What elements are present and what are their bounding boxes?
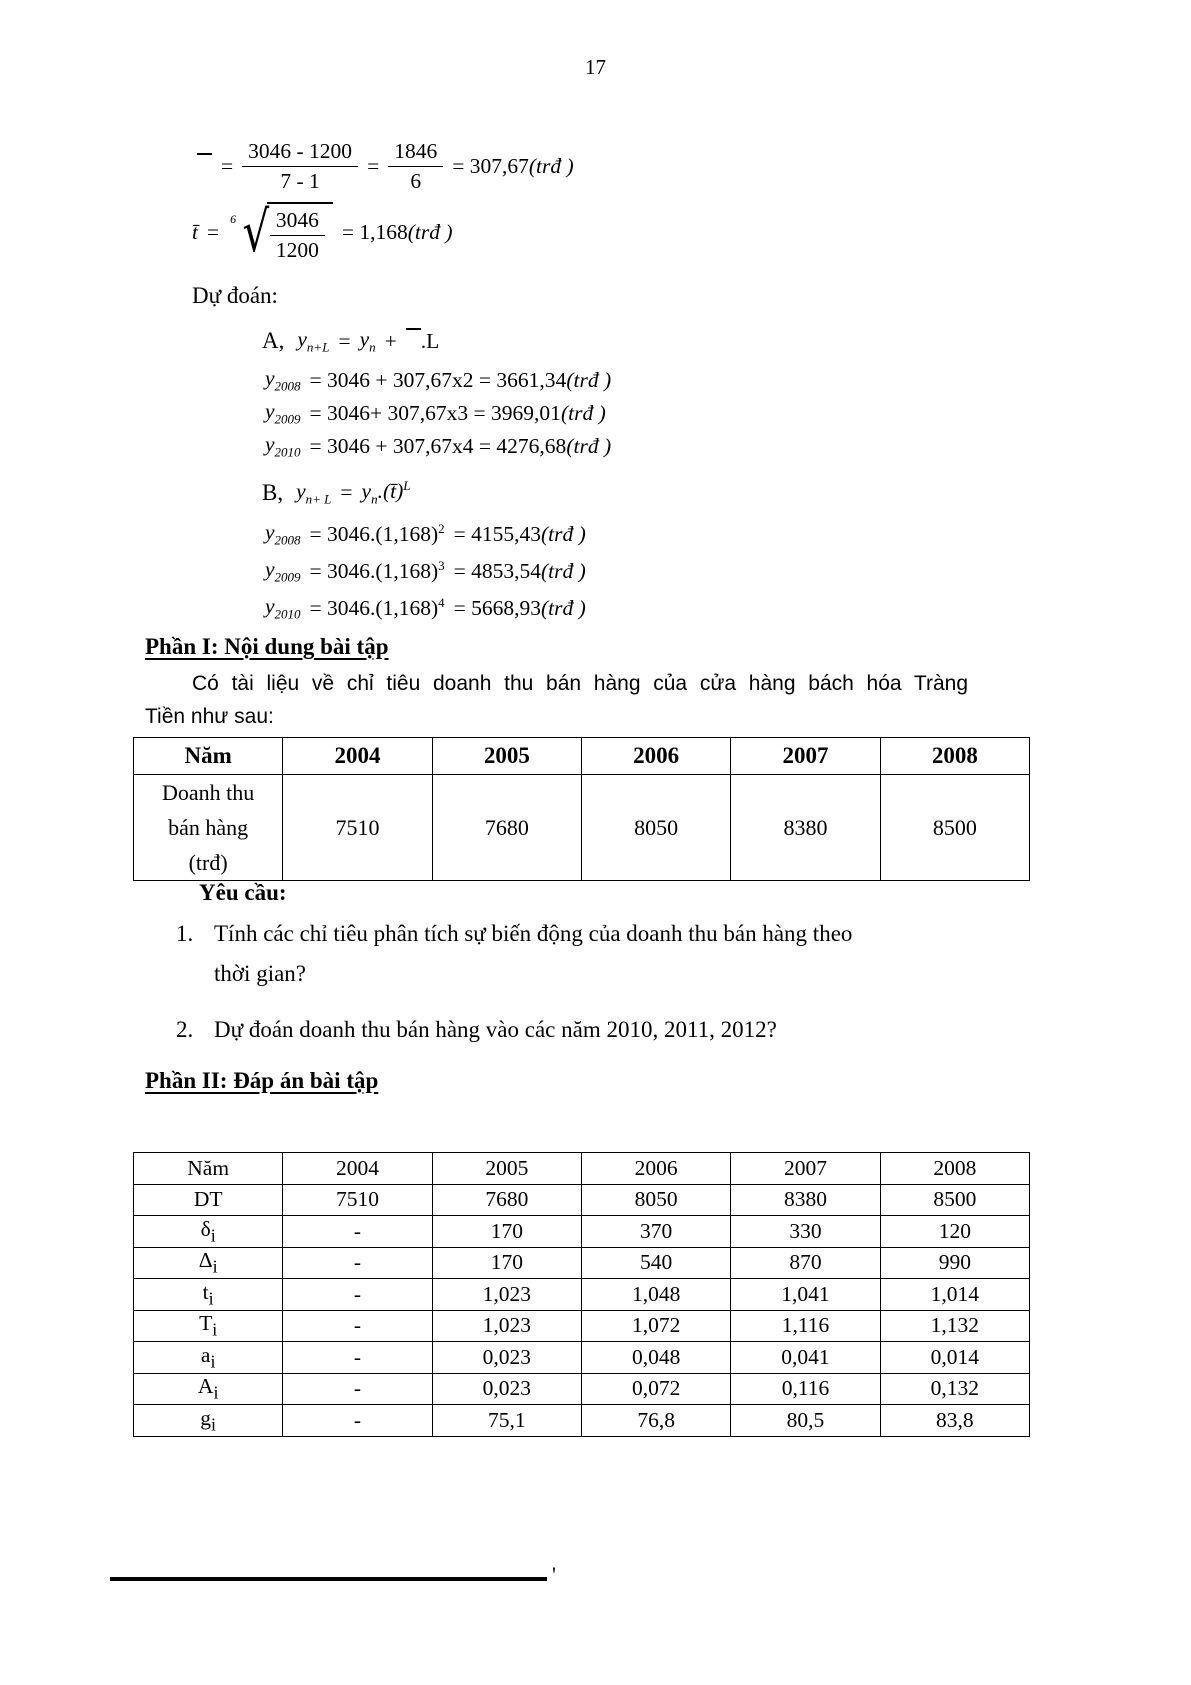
value-cell: 2007 — [731, 1153, 880, 1185]
radical — [228, 199, 333, 265]
prediction-label: Dự đoán: — [192, 283, 278, 308]
variable-base: y — [359, 327, 370, 351]
y-n-plus-l — [297, 327, 329, 355]
item-number: 2. — [176, 1017, 194, 1042]
answers-table-body — [134, 1153, 1030, 1437]
forecast-additive-2008 — [265, 366, 611, 394]
table-row — [134, 1310, 1030, 1342]
formula-average-increase — [197, 138, 574, 195]
variable-sub: n — [371, 491, 378, 507]
row-label-line: (trđ) — [188, 850, 228, 875]
y-2009 — [265, 557, 301, 585]
value-cell: 330 — [731, 1216, 880, 1248]
row-label-cell: $a_i$ — [134, 1342, 283, 1374]
value-cell: - — [283, 1342, 432, 1374]
y-2010 — [265, 594, 301, 622]
row-label-cell: $t_i$ — [134, 1279, 283, 1311]
value-cell: 0,132 — [880, 1373, 1029, 1405]
variable-base: y — [265, 557, 275, 581]
model-a-label: A, — [262, 328, 285, 354]
value-cell: 1,072 — [581, 1310, 730, 1342]
t-bar-factor: .(t̄) — [377, 479, 404, 504]
footer-mark: ' — [552, 1562, 556, 1587]
row-label-cell: $g_i$ — [134, 1405, 283, 1437]
expression — [310, 521, 445, 547]
item-text-line: thời gian? — [214, 961, 306, 986]
variable-sub: n+L — [306, 339, 330, 355]
value-cell: 75,1 — [432, 1405, 581, 1437]
forecast-multiplicative-2008 — [265, 520, 586, 548]
value-cell: 990 — [880, 1247, 1029, 1279]
variable-sub: 2010 — [274, 444, 301, 460]
equals-sign: = — [367, 153, 380, 178]
value-cell: - — [283, 1279, 432, 1311]
table-row — [134, 1342, 1030, 1374]
formula-average-rate — [192, 199, 453, 265]
value-cell: 7510 — [283, 1184, 432, 1216]
equals-sign: = — [340, 480, 353, 505]
requirement-item-2 — [176, 1010, 777, 1050]
item-text-line: Tính các chỉ tiêu phân tích sự biến động của doanh thu bán hàng theo — [214, 921, 853, 946]
variable-base: y — [265, 594, 275, 618]
y-2008 — [265, 366, 301, 394]
variable-sub: 2008 — [274, 532, 301, 548]
value-cell: 120 — [880, 1216, 1029, 1248]
radicand — [267, 202, 333, 264]
result-value: = 1,168 — [341, 220, 408, 245]
value-cell: - — [283, 1405, 432, 1437]
unit-label: (trđ ) — [528, 153, 574, 178]
item-text — [214, 1010, 777, 1050]
value-cell: - — [283, 1216, 432, 1248]
header-cell: 2004 — [283, 738, 432, 775]
numerator: 1846 — [388, 138, 443, 167]
value-cell: 1,014 — [880, 1279, 1029, 1311]
value-cell: - — [283, 1247, 432, 1279]
denominator: 1200 — [275, 237, 319, 262]
part2-heading: Phần II: Đáp án bài tập — [145, 1068, 379, 1093]
y-n — [360, 327, 376, 355]
value-cell: 0,014 — [880, 1342, 1029, 1374]
forecast-multiplicative-2010 — [265, 594, 586, 622]
unit-label: (trđ ) — [541, 521, 586, 546]
exponent: 3 — [438, 558, 445, 574]
y-2010 — [265, 432, 301, 460]
value-cell: 7680 — [432, 775, 581, 881]
value-cell: 1,116 — [731, 1310, 880, 1342]
value-cell: 0,041 — [731, 1342, 880, 1374]
radical-sign: √ — [242, 199, 270, 265]
variable-sub: 2009 — [274, 411, 301, 427]
value-cell: 540 — [581, 1247, 730, 1279]
t-bar-variable: t̄ — [192, 220, 198, 245]
value-cell: 1,048 — [581, 1279, 730, 1311]
fraction — [242, 138, 358, 195]
forecast-additive-2010 — [265, 432, 611, 460]
value-cell: 83,8 — [880, 1405, 1029, 1437]
header-cell: 2006 — [581, 738, 730, 775]
base-expression: = 3046.(1,168) — [309, 559, 439, 584]
header-cell: 2008 — [880, 738, 1029, 775]
y-n-plus-l — [296, 479, 331, 507]
value-cell: 2005 — [432, 1153, 581, 1185]
variable-sub: n+ L — [305, 490, 332, 506]
variable-base: y — [265, 520, 275, 544]
unit-label: (trđ ) — [560, 400, 606, 425]
value-cell: 2008 — [880, 1153, 1029, 1185]
table-row — [134, 1279, 1030, 1311]
variable-sub: 2010 — [274, 606, 301, 622]
value-cell: 2006 — [581, 1153, 730, 1185]
variable-sub: 2009 — [274, 569, 301, 585]
formula-multiplicative-model — [262, 478, 411, 507]
value-cell: 8380 — [731, 775, 880, 881]
value-cell: 7680 — [432, 1184, 581, 1216]
value-cell: 0,023 — [432, 1342, 581, 1374]
value-cell: 8050 — [581, 775, 730, 881]
base-expression: = 3046.(1,168) — [309, 522, 439, 547]
y-2008 — [265, 520, 301, 548]
unit-label: (trđ ) — [566, 367, 612, 392]
equals-sign: = — [338, 328, 351, 353]
header-cell: 2007 — [731, 738, 880, 775]
value-cell: - — [283, 1310, 432, 1342]
numerator: 3046 - 1200 — [242, 138, 358, 167]
expression: = 3046+ 307,67x3 = 3969,01 — [309, 400, 561, 425]
variable-sub: n — [369, 339, 376, 355]
unit-label: (trđ ) — [541, 558, 586, 583]
revenue-table — [133, 737, 1030, 881]
expression — [310, 558, 445, 584]
formula-additive-model — [262, 327, 439, 355]
value-cell: 2004 — [283, 1153, 432, 1185]
delta-bar-symbol — [197, 153, 212, 165]
equals-sign: = — [221, 153, 234, 178]
value-cell: 0,048 — [581, 1342, 730, 1374]
table-row — [134, 1216, 1030, 1248]
denominator: 7 - 1 — [280, 168, 320, 193]
requirements-label: Yêu cầu: — [199, 880, 287, 905]
row-label-cell: $\delta_i$ — [134, 1216, 283, 1248]
table-row — [134, 775, 1030, 881]
expression — [310, 595, 445, 621]
variable-sub: 2008 — [274, 378, 301, 394]
table-row — [134, 1373, 1030, 1405]
denominator: 6 — [410, 168, 422, 193]
value-cell: 7510 — [283, 775, 432, 881]
row-label-line: Doanh thu — [162, 780, 255, 805]
value-cell: 80,5 — [731, 1405, 880, 1437]
value-cell: - — [283, 1373, 432, 1405]
model-b-label: B, — [262, 479, 284, 505]
forecast-additive-2009 — [265, 399, 606, 427]
value-cell: 0,023 — [432, 1373, 581, 1405]
footer-rule — [110, 1577, 547, 1581]
item-text-line: Dự đoán doanh thu bán hàng vào các năm 2010, 2011, 2012? — [214, 1017, 777, 1042]
value-cell: 76,8 — [581, 1405, 730, 1437]
table-row — [134, 1247, 1030, 1279]
row-label-line: bán hàng — [168, 815, 249, 840]
header-cell: 2005 — [432, 738, 581, 775]
expression: = 3046 + 307,67x2 = 3661,34 — [309, 367, 567, 392]
item-text — [214, 914, 852, 994]
table-row — [134, 1184, 1030, 1216]
y-2009 — [265, 399, 301, 427]
row-label-cell — [134, 775, 283, 881]
fraction — [388, 138, 443, 195]
value-cell: 1,132 — [880, 1310, 1029, 1342]
numerator: 3046 — [270, 207, 325, 236]
forecast-multiplicative-2009 — [265, 557, 586, 585]
answers-table — [133, 1152, 1030, 1437]
value-cell: 170 — [432, 1247, 581, 1279]
value-cell: 1,041 — [731, 1279, 880, 1311]
value-cell: 370 — [581, 1216, 730, 1248]
value-cell: 0,116 — [731, 1373, 880, 1405]
value-cell: 8500 — [880, 775, 1029, 881]
unit-label: (trđ ) — [541, 595, 586, 620]
row-label-cell: DT — [134, 1184, 283, 1216]
variable-base: y — [265, 366, 275, 390]
value-cell: 1,023 — [432, 1279, 581, 1311]
plus-operator: + — [384, 328, 397, 353]
item-number: 1. — [176, 921, 194, 946]
result-value: = 4155,43 — [453, 521, 542, 546]
intro-line-2: Tiền như sau: — [145, 705, 274, 728]
variable-base: y — [265, 432, 275, 456]
value-cell: 8380 — [731, 1184, 880, 1216]
fraction — [270, 207, 325, 264]
table-row — [134, 1405, 1030, 1437]
value-cell: 8500 — [880, 1184, 1029, 1216]
variable-base: y — [296, 478, 306, 503]
value-cell: 870 — [731, 1247, 880, 1279]
row-label-cell: Năm — [134, 1153, 283, 1185]
value-cell: 8050 — [581, 1184, 730, 1216]
row-label-cell: $T_i$ — [134, 1310, 283, 1342]
result-value: = 5668,93 — [453, 595, 542, 620]
row-label-cell: $A_i$ — [134, 1373, 283, 1405]
delta-bar-symbol — [406, 328, 421, 340]
result-value: = 4853,54 — [453, 558, 542, 583]
root-index: 6 — [230, 212, 237, 226]
variable-base: y — [361, 479, 372, 504]
requirement-item-1 — [176, 914, 852, 994]
variable-base: y — [297, 327, 307, 351]
value-cell: 1,023 — [432, 1310, 581, 1342]
part1-heading: Phần I: Nội dung bài tập — [145, 634, 389, 659]
unit-label: (trđ ) — [407, 220, 453, 245]
exponent: 2 — [438, 521, 445, 537]
table-header-row — [134, 738, 1030, 775]
result-value: = 307,67 — [452, 153, 529, 178]
page-number: 17 — [585, 55, 606, 79]
header-cell: Năm — [134, 738, 283, 775]
row-label-cell: $\Delta_i$ — [134, 1247, 283, 1279]
intro-line-1: Có tài liệu về chỉ tiêu doanh thu bán hàng của cửa hàng bách hóa Tràng — [192, 672, 968, 695]
value-cell: 0,072 — [581, 1373, 730, 1405]
variable-base: y — [265, 399, 275, 423]
exponent: 4 — [438, 595, 445, 611]
expression: = 3046 + 307,67x4 = 4276,68 — [309, 433, 567, 458]
exponent: L — [403, 478, 411, 493]
y-n-times-tbar — [362, 478, 411, 507]
table-row — [134, 1153, 1030, 1185]
value-cell: 170 — [432, 1216, 581, 1248]
times-l-term: .L — [420, 328, 440, 353]
unit-label: (trđ ) — [566, 433, 612, 458]
intro-paragraph — [145, 667, 968, 733]
equals-sign: = — [206, 220, 220, 245]
base-expression: = 3046.(1,168) — [309, 596, 439, 621]
